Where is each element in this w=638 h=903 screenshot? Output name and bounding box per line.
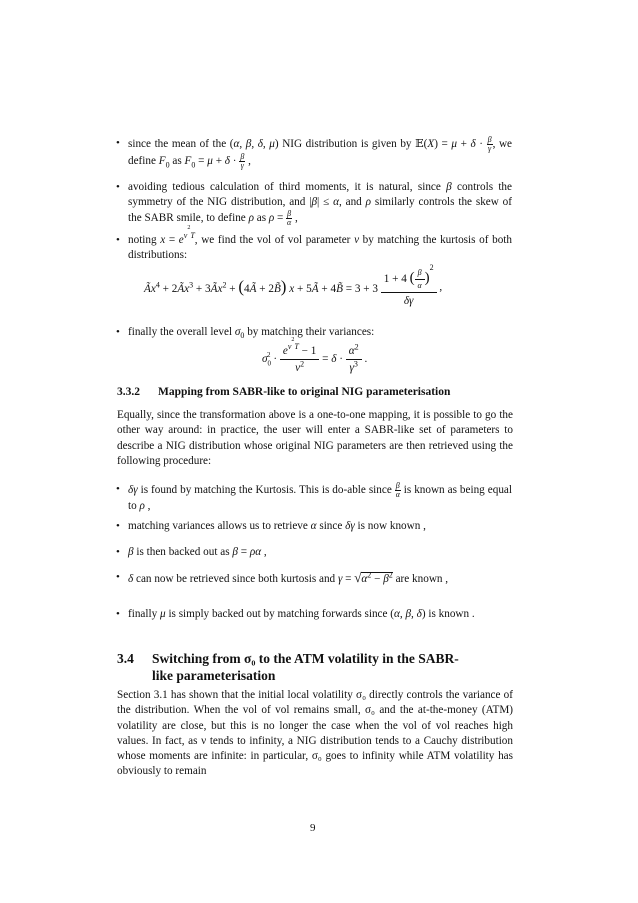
bullet-beta: • β is then backed out as β = ρα , [116, 546, 267, 558]
bullet-kurtosis: • noting $x = e^{\nu^2T}$, we find the vol of vol parameter ν by matching the kurtosis of both distributions: [116, 225, 512, 261]
bullet-delta: • δ can now be retrieved since both kurtosis and $\gamma = √\alpha^2 - \beta^2$ are known , [116, 570, 449, 585]
section-heading-3-3-2: 3.3.2 Mapping from SABR-like to original NIG parameterisation [117, 386, 451, 398]
equation-kurtosis: $Ãx^4$ + $2Ãx^3$ + $3Ãx^2$ + (4Ã + 2B̃) x + 5Ã + 4B̃ = 3 + 3 1 + 4 ( $\frac{\beta}{\alpha}$ )$^2$ δγ , [144, 263, 443, 307]
section-heading-3-4: 3.4 Switching from σ₀ to the ATM volatility in the SABR- like parameterisation [117, 651, 459, 683]
bullet-marker: • [116, 483, 120, 495]
bullet-skew: • avoiding tedious calculation of third moments, it is natural, since β controls the symmetry of the NIG distribution, and |β| ≤ α, and ρ similarly controls the skew of the SABR smile, to define ρ as ρ = $\frac{\beta}{\alpha}$ , [116, 181, 513, 227]
bullet-variance: • finally the overall level $\sigma_0$ by matching their variances: [116, 326, 375, 341]
page-number: 9 [310, 822, 316, 834]
paragraph-atm-volatility: Section 3.1 has shown that the initial local volatility σ₀ directly controls the variance of the distribution. When the vol of vol remains small, σ₀ and the at-the-money (ATM) volatility are close, but this is no longer the case when the vol of vol reaches high values. In fact, as ν tends to infinity, a NIG distribution tends to a Cauchy distribution whose moments are infinite: in particular, σ₀ goes to infinity while ATM volatility has obviously to remain [117, 689, 513, 778]
bullet-marker: • [116, 520, 120, 532]
bullet-marker: • [116, 571, 120, 583]
bullet-marker: • [116, 326, 120, 338]
bullet-marker: • [116, 546, 120, 558]
bullet-deltagamma: • δγ is found by matching the Kurtosis. This is do-able since $\frac{\beta}{\alpha}$ is known as being equal to ρ , [116, 481, 512, 512]
bullet-marker: • [116, 181, 120, 193]
bullet-marker: • [116, 137, 120, 149]
paragraph-mapping: Equally, since the transformation above is a one-to-one mapping, it is possible to go the other way around: in practice, the user will enter a SABR-like set of parameters to describe a NIG distribution whose original NIG parameters are then retrieved using the following procedure: [117, 409, 513, 467]
bullet-alpha: • matching variances allows us to retrieve α since δγ is now known , [116, 520, 426, 532]
equation-variance: $\sigma_0^2$ · $\frac{e^{\nu^2T} - 1}{\nu^2}$ = δ · $\frac{\alpha^2}{\gamma^3}$ . [262, 337, 368, 374]
bullet-mean: • since the mean of the (α, β, δ, μ) NIG distribution is given by 𝔼(X) = μ + δ · $\frac{\beta}{\gamma}$ , we define $F_0$ as $F_0 = \mu + \delta$ · $\frac{\beta}{\gamma}$ , [116, 135, 513, 170]
bullet-mu: • finally μ is simply backed out by matching forwards since (α, β, δ) is known . [116, 608, 475, 620]
bullet-marker: • [116, 234, 120, 246]
bullet-marker: • [116, 608, 120, 620]
